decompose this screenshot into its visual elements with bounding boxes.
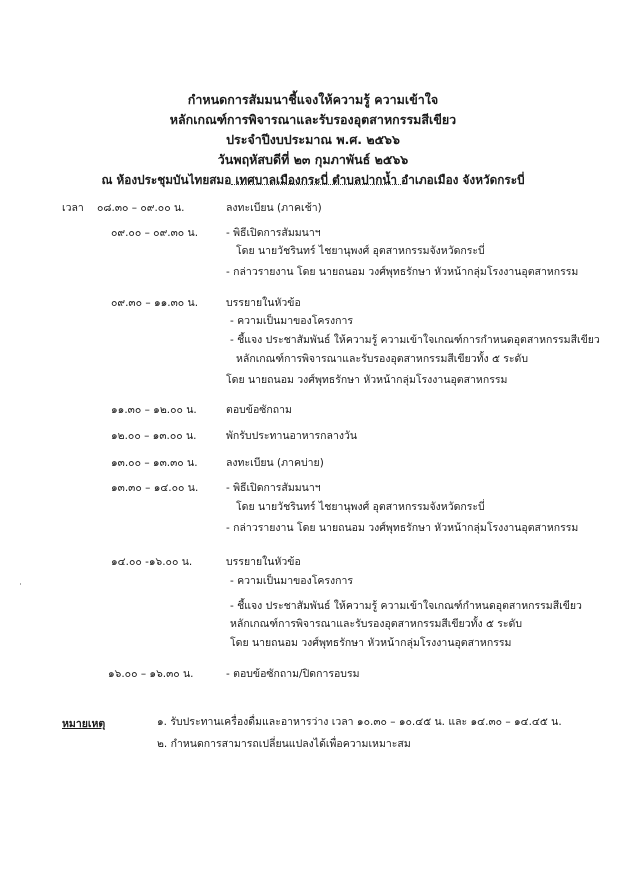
schedule-text: หลักเกณฑ์การพิจารณาและรับรองอุตสาหกรรมสีเขียวทั้ง ๕ ระดับ bbox=[230, 618, 523, 630]
schedule-text: ลงทะเบียน (ภาคเช้า) bbox=[226, 202, 322, 214]
title-line-1: กำหนดการสัมมนาชี้แจงให้ความรู้ ความเข้าใจ bbox=[187, 92, 439, 107]
title-line-2: หลักเกณฑ์การพิจารณาและรับรองอุตสาหกรรมสีเขียว bbox=[169, 112, 457, 127]
note-item: ๑. รับประทานเครื่องดื่มและอาหารว่าง เวลา ๑๐.๓๐ – ๑๐.๔๕ น. และ ๑๔.๓๐ – ๑๔.๔๕ น. bbox=[157, 716, 562, 728]
schedule-time: ๐๘.๓๐ – ๐๙.๐๐ น. bbox=[97, 202, 185, 214]
title-line-3: ประจำปีงบประมาณ พ.ศ. ๒๕๖๖ bbox=[226, 132, 400, 147]
schedule-text: - กล่าวรายงาน โดย นายถนอม วงศ์พุทธรักษา หัวหน้ากลุ่มโรงงานอุตสาหกรรม bbox=[226, 266, 579, 278]
schedule-text: - พิธีเปิดการสัมมนาฯ bbox=[226, 227, 321, 239]
schedule-text: - ชี้แจง ประชาสัมพันธ์ ให้ความรู้ ความเข้าใจเกณฑ์การกำหนดอุตสาหกรรมสีเขียว bbox=[230, 334, 600, 346]
margin-mark: ˙ bbox=[18, 583, 23, 594]
schedule-text: บรรยายในหัวข้อ bbox=[226, 297, 301, 309]
schedule-text: พักรับประทานอาหารกลางวัน bbox=[226, 430, 358, 442]
schedule-text: โดย นายวัชรินทร์ ไชยานุพงศ์ อุตสาหกรรมจังหวัดกระบี่ bbox=[236, 501, 485, 513]
dotted-separator bbox=[231, 184, 401, 185]
schedule-time: ๑๑.๓๐ – ๑๒.๐๐ น. bbox=[111, 404, 197, 416]
schedule-text: โดย นายถนอม วงศ์พุทธรักษา หัวหน้ากลุ่มโรงงานอุตสาหกรรม bbox=[230, 637, 512, 649]
schedule-text: บรรยายในหัวข้อ bbox=[226, 556, 301, 568]
schedule-text: โดย นายถนอม วงศ์พุทธรักษา หัวหน้ากลุ่มโรงงานอุตสาหกรรม bbox=[226, 374, 508, 386]
schedule-text: ลงทะเบียน (ภาคบ่าย) bbox=[226, 457, 324, 469]
schedule-time: ๐๙.๐๐ – ๐๙.๓๐ น. bbox=[111, 227, 199, 239]
schedule-time: ๑๓.๐๐ – ๑๓.๓๐ น. bbox=[111, 457, 198, 469]
schedule-text: ตอบข้อซักถาม bbox=[226, 404, 292, 416]
schedule-time: ๑๖.๐๐ – ๑๖.๓๐ น. bbox=[108, 668, 194, 680]
schedule-text: โดย นายวัชรินทร์ ไชยานุพงศ์ อุตสาหกรรมจังหวัดกระบี่ bbox=[236, 245, 485, 257]
schedule-text: - ตอบข้อซักถาม/ปิดการอบรม bbox=[226, 668, 360, 680]
notes-label: หมายเหตุ bbox=[62, 718, 106, 730]
schedule-text: - ความเป็นมาของโครงการ bbox=[230, 575, 354, 587]
schedule-text: - พิธีเปิดการสัมมนาฯ bbox=[226, 482, 321, 494]
note-item: ๒. กำหนดการสามารถเปลี่ยนแปลงได้เพื่อความเหมาะสม bbox=[157, 738, 411, 750]
schedule-text: - กล่าวรายงาน โดย นายถนอม วงศ์พุทธรักษา หัวหน้ากลุ่มโรงงานอุตสาหกรรม bbox=[226, 522, 579, 534]
schedule-text: - ความเป็นมาของโครงการ bbox=[230, 315, 354, 327]
schedule-time: ๐๙.๓๐ – ๑๑.๓๐ น. bbox=[111, 297, 199, 309]
schedule-time: ๑๔.๐๐ -๑๖.๐๐ น. bbox=[111, 556, 193, 568]
title-line-5: ณ ห้องประชุมบันไทยสมอ เทศบาลเมืองกระบี่ ตำบลปากน้ำ อำเภอเมือง จังหวัดกระบี่ bbox=[101, 173, 525, 187]
schedule-time: ๑๒.๐๐ – ๑๓.๐๐ น. bbox=[111, 430, 197, 442]
time-label: เวลา bbox=[62, 202, 84, 214]
schedule-time: ๑๓.๓๐ – ๑๔.๐๐ น. bbox=[111, 482, 199, 494]
schedule-text: - ชี้แจง ประชาสัมพันธ์ ให้ความรู้ ความเข้าใจเกณฑ์กำหนดอุตสาหกรรมสีเขียว bbox=[230, 600, 582, 612]
title-line-4: วันพฤหัสบดีที่ ๒๓ กุมภาพันธ์ ๒๕๖๖ bbox=[217, 152, 409, 167]
schedule-text: หลักเกณฑ์การพิจารณาและรับรองอุตสาหกรรมสีเขียวทั้ง ๕ ระดับ bbox=[236, 353, 529, 365]
